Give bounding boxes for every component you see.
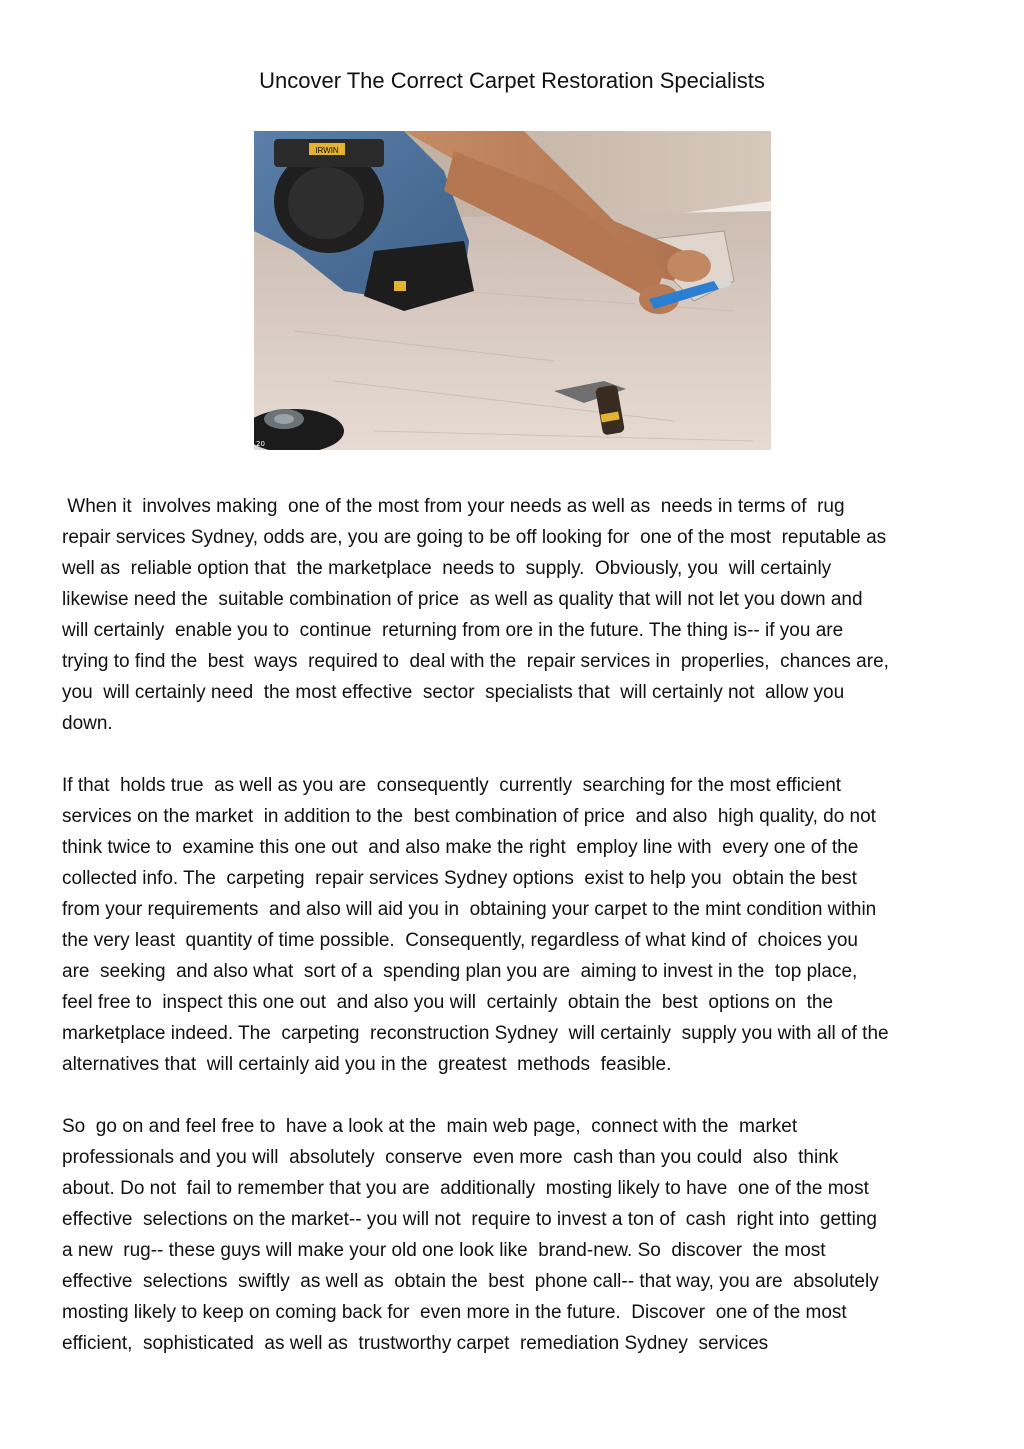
paragraph-line: a new rug-- these guys will make your old one look like brand-new. So discover the most: [62, 1240, 826, 1261]
page-title: Uncover The Correct Carpet Restoration Specialists: [259, 68, 765, 93]
carpet-repair-photo: [254, 131, 771, 450]
paragraph-line: you will certainly need the most effective sector specialists that will certainly not allow you: [62, 682, 845, 703]
paragraph-line: So go on and feel free to have a look at the main web page, connect with the market: [62, 1116, 798, 1137]
paragraph-3: [62, 1111, 962, 1359]
paragraph-line: marketplace indeed. The carpeting reconstruction Sydney will certainly supply you with all of the: [62, 1023, 889, 1044]
photo-illustration: [254, 131, 771, 450]
paragraph-line: will certainly enable you to continue returning from ore in the future. The thing is-- if you are: [62, 620, 844, 641]
paragraph-line: down.: [62, 713, 113, 734]
paragraph-line: When it involves making one of the most from your needs as well as needs in terms of rug: [62, 496, 845, 517]
paragraph-line: effective selections swiftly as well as obtain the best phone call-- that way, you are absolutely: [62, 1271, 879, 1292]
paragraph-line: If that holds true as well as you are consequently currently searching for the most efficient: [62, 775, 842, 796]
paragraph-1: [62, 491, 962, 739]
right-hand: [667, 250, 711, 282]
paragraph-line: mosting likely to keep on coming back for even more in the future. Discover one of the most: [62, 1302, 847, 1323]
paragraph-line: efficient, sophisticated as well as trustworthy carpet remediation Sydney services: [62, 1333, 769, 1354]
paragraph-line: the very least quantity of time possible. Consequently, regardless of what kind of choices you: [62, 930, 858, 951]
paragraph-line: from your requirements and also will aid you in obtaining your carpet to the mint condition within: [62, 899, 877, 920]
paragraph-line: think twice to examine this one out and also make the right employ line with every one of the: [62, 837, 859, 858]
paragraph-line: professionals and you will absolutely conserve even more cash than you could also think: [62, 1147, 839, 1168]
paragraph-line: well as reliable option that the marketplace needs to supply. Obviously, you will certainly: [62, 558, 832, 579]
paragraph-line: effective selections on the market-- you will not require to invest a ton of cash right into getting: [62, 1209, 877, 1230]
paragraph-line: are seeking and also what sort of a spending plan you are aiming to invest in the top place,: [62, 961, 858, 982]
paragraph-2: [62, 770, 962, 1080]
paragraph-line: about. Do not fail to remember that you are additionally mosting likely to have one of the most: [62, 1178, 869, 1199]
paragraph-line: feel free to inspect this one out and also you will certainly obtain the best options on the: [62, 992, 834, 1013]
paragraph-line: trying to find the best ways required to deal with the repair services in properlies, chances are,: [62, 651, 889, 672]
photo-corner-stamp: 20: [256, 440, 265, 448]
paragraph-line: services on the market in addition to the best combination of price and also high quality, do not: [62, 806, 876, 827]
knee-pad-brand: IRWIN: [315, 146, 339, 155]
paragraph-line: alternatives that will certainly aid you in the greatest methods feasible.: [62, 1054, 672, 1075]
paragraph-line: likewise need the suitable combination of price as well as quality that will not let you down and: [62, 589, 863, 610]
paragraph-line: collected info. The carpeting repair services Sydney options exist to help you obtain the best: [62, 868, 857, 889]
paragraph-line: repair services Sydney, odds are, you are going to be off looking for one of the most reputable as: [62, 527, 887, 548]
